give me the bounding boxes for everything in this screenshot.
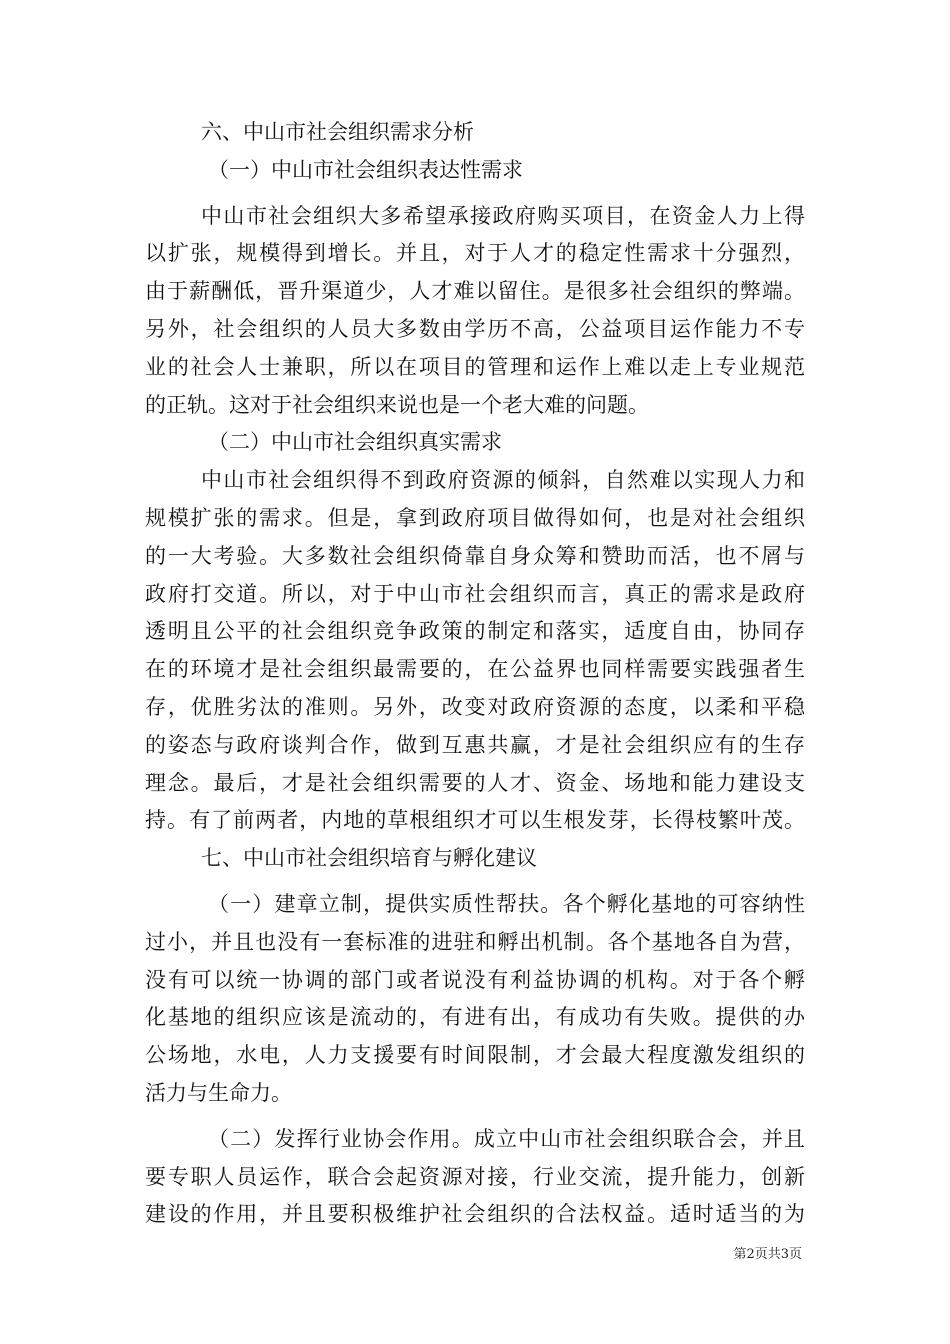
- paragraph-line: 理念。最后，才是社会组织需要的人才、资金、场地和能力建设支: [145, 770, 805, 795]
- paragraph-line: 以扩张，规模得到增长。并且，对于人才的稳定性需求十分强烈，: [145, 241, 805, 266]
- paragraph-line: （一）建章立制，提供实质性帮扶。各个孵化基地的可容纳性: [208, 891, 805, 916]
- paragraph-line: 公场地，水电，人力支援要有时间限制，才会最大程度激发组织的: [145, 1043, 805, 1068]
- paragraph-line: 的一大考验。大多数社会组织倚靠自身众筹和赞助而活，也不屑与: [145, 543, 805, 568]
- paragraph-line: 另外，社会组织的人员大多数由学历不高，公益项目运作能力不专: [145, 316, 805, 341]
- section-heading: 六、中山市社会组织需求分析: [201, 120, 474, 144]
- section-heading: 七、中山市社会组织培育与孵化建议: [201, 846, 537, 871]
- paragraph-line: 透明且公平的社会组织竞争政策的制定和落实，适度自由，协同存: [145, 619, 805, 644]
- paragraph-line: 没有可以统一协调的部门或者说没有利益协调的机构。对于各个孵: [145, 967, 805, 992]
- paragraph-line: 由于薪酬低，晋升渠道少，人才难以留住。是很多社会组织的弊端。: [145, 279, 805, 304]
- document-body: [145, 114, 805, 1234]
- page-number: 第2页共3页: [733, 1247, 802, 1262]
- paragraph-line: 建设的作用，并且要积极维护社会组织的合法权益。适时适当的为: [145, 1202, 805, 1227]
- subsection-heading: （二）中山市社会组织真实需求: [208, 430, 502, 455]
- paragraph-line: 在的环境才是社会组织最需要的，在公益界也同样需要实践强者生: [145, 657, 805, 682]
- paragraph-line: 中山市社会组织大多希望承接政府购买项目，在资金人力上得: [201, 203, 805, 228]
- paragraph-line: 规模扩张的需求。但是，拿到政府项目做得如何，也是对社会组织: [145, 505, 805, 530]
- paragraph-line: 的正轨。这对于社会组织来说也是一个老大难的问题。: [145, 392, 649, 417]
- paragraph-line: 业的社会人士兼职，所以在项目的管理和运作上难以走上专业规范: [145, 354, 805, 379]
- subsection-heading: （一）中山市社会组织表达性需求: [208, 157, 523, 182]
- paragraph-line: 活力与生命力。: [145, 1080, 292, 1105]
- paragraph-line: （二）发挥行业协会作用。成立中山市社会组织联合会，并且: [208, 1126, 805, 1151]
- paragraph-line: 持。有了前两者，内地的草根组织才可以生根发芽，长得枝繁叶茂。: [145, 808, 805, 833]
- paragraph-line: 的姿态与政府谈判合作，做到互惠共赢，才是社会组织应有的生存: [145, 732, 805, 757]
- paragraph-line: 过小，并且也没有一套标准的进驻和孵出机制。各个基地各自为营，: [145, 929, 805, 954]
- paragraph-line: 中山市社会组织得不到政府资源的倾斜，自然难以实现人力和: [201, 468, 805, 493]
- paragraph-line: 化基地的组织应该是流动的，有进有出，有成功有失败。提供的办: [145, 1005, 805, 1030]
- paragraph-line: 要专职人员运作，联合会起资源对接，行业交流，提升能力，创新: [145, 1164, 805, 1189]
- paragraph-line: 政府打交道。所以，对于中山市社会组织而言，真正的需求是政府: [145, 581, 805, 606]
- paragraph-line: 存，优胜劣汰的准则。另外，改变对政府资源的态度，以柔和平稳: [145, 694, 805, 719]
